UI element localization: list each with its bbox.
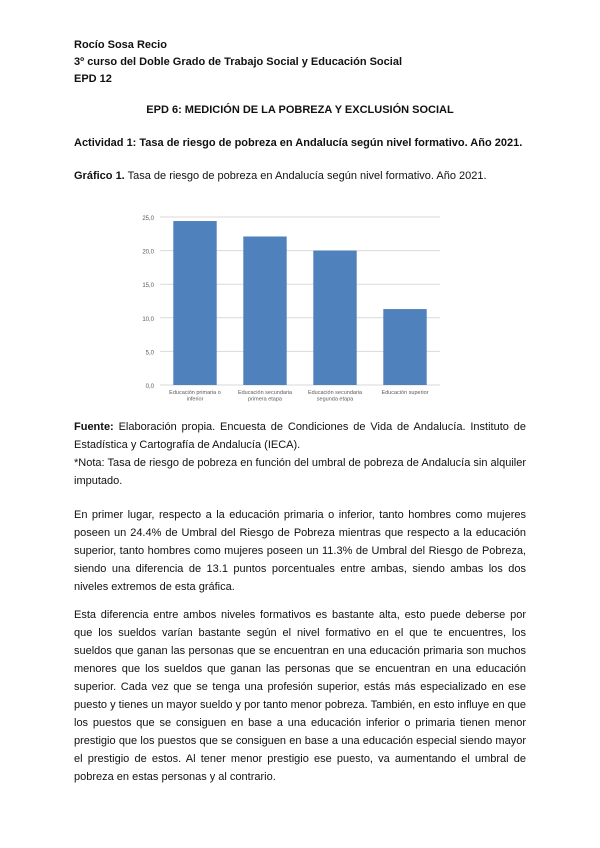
graph-caption-text: Tasa de riesgo de pobreza en Andalucía según nivel formativo. Año 2021. (124, 170, 487, 182)
source-label: Fuente: (74, 421, 114, 433)
author-name: Rocío Sosa Recio (74, 39, 167, 51)
bar-chart (120, 205, 450, 415)
paragraph-1: En primer lugar, respecto a la educación primaria o inferior, tanto hombres como mujeres poseen un 24.4% de Umbral del Riesgo de Pobreza mientras que respecto a la educación superior, tanto hombres como mujeres poseen un 11.3% de Umbral del Riesgo de Pobreza, siendo una diferencia de 13.1 puntos porcentuales entre ambas, siendo ambas los dos niveles extremos de esta gráfica. (74, 509, 526, 593)
bar (243, 236, 286, 385)
group-name: EPD 12 (74, 73, 112, 85)
source-block (74, 418, 526, 454)
bar (173, 221, 216, 385)
source-text: Elaboración propia. Encuesta de Condiciones de Vida de Andalucía. Instituto de Estadística y Cartografía de Andalucía (IECA). (74, 421, 526, 451)
x-category-label: Educación secundaria segunda etapa (307, 390, 363, 403)
source-note: *Nota: Tasa de riesgo de pobreza en función del umbral de pobreza de Andalucía sin alquiler imputado. (74, 457, 526, 487)
document-title: EPD 6: MEDICIÓN DE LA POBREZA Y EXCLUSIÓN SOCIAL (146, 104, 454, 116)
y-tick-label: 25,0 (142, 216, 154, 222)
bar (383, 309, 426, 385)
x-category-label: Educación superior (381, 390, 429, 396)
course-name: 3º curso del Doble Grado de Trabajo Social y Educación Social (74, 56, 403, 68)
x-category-label: Educación primaria o inferior (169, 390, 221, 403)
y-tick-label: 5,0 (145, 350, 154, 357)
bar (313, 251, 356, 385)
activity-heading: Actividad 1: Tasa de riesgo de pobreza en Andalucía según nivel formativo. Año 2021. (74, 137, 523, 149)
paragraph-2: Esta diferencia entre ambos niveles formativos es bastante alta, esto puede deberse por que los sueldos varían bastante según el nivel formativo en el que te encuentres, los sueldos que ganan las personas que se encuentran en una educación primaria son muchos menores que los sueldos que ganan las personas que se encuentran en una educación superior. Cada vez que se tenga una profesión superior, estás más especializado en ese puesto y tienes un mayor sueldo y por tanto menor pobreza. También, en esto influye en que los puestos que se consiguen en base a una educación inferior o primaria tienen menor prestigio que los puestos que se consiguen en base a una educación especial siendo mayor el prestigio de estos. Al tener menor prestigio ese puesto, va aumentando el umbral de pobreza en estas personas y al contrario. (74, 609, 526, 783)
y-tick-label: 0,0 (145, 384, 154, 390)
graph-caption-label: Gráfico 1. (74, 170, 125, 182)
x-category-label: Educación secundaria primera etapa (237, 390, 293, 403)
y-tick-label: 15,0 (142, 283, 154, 290)
graph-caption (74, 169, 487, 183)
y-tick-label: 20,0 (142, 249, 154, 256)
y-tick-label: 10,0 (142, 316, 154, 323)
